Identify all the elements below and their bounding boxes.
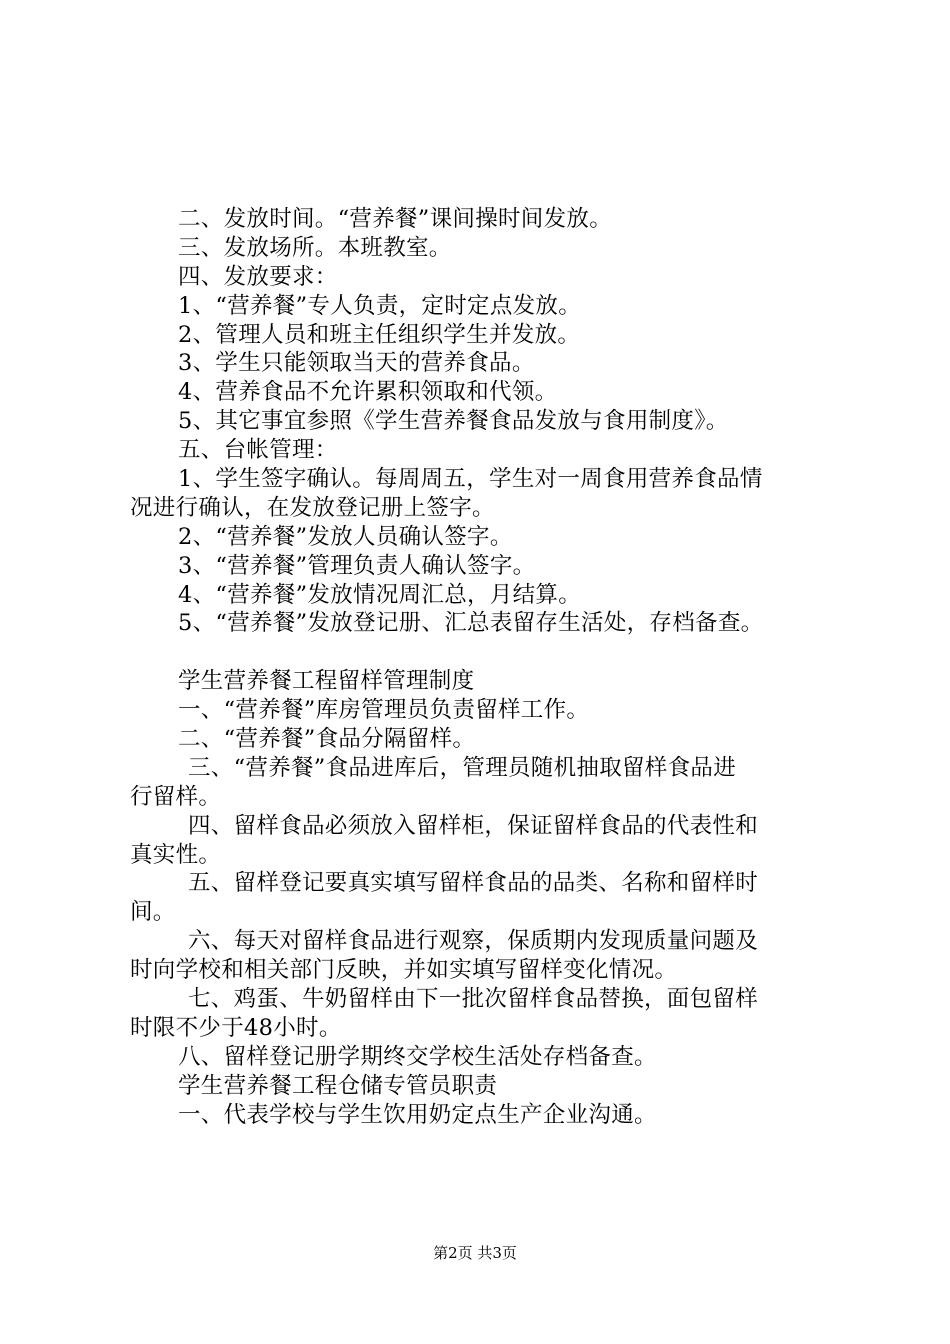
text-line: 2、管理人员和班主任组织学生并发放。	[178, 321, 581, 348]
text-line: 时向学校和相关部门反映，并如实填写留样变化情况。	[130, 957, 678, 984]
text-line: 真实性。	[130, 841, 222, 868]
text-line: 三、发放场所。本班教室。	[178, 234, 452, 261]
text-line: 2、“营养餐”发放人员确认签字。	[178, 523, 513, 550]
section-heading: 学生营养餐工程仓储专管员职责	[178, 1072, 498, 1099]
text-line: 5、其它事宜参照《学生营养餐食品发放与食用制度》。	[178, 408, 729, 435]
text-line: 间。	[130, 899, 176, 926]
text-line: 4、“营养餐”发放情况周汇总，月结算。	[178, 581, 582, 608]
paragraph-gap	[130, 638, 830, 667]
text-line: 三、“营养餐”食品进库后，管理员随机抽取留样食品进	[188, 754, 737, 781]
text-line: 四、发放要求：	[178, 263, 338, 290]
text-line: 3、学生只能领取当天的营养食品。	[178, 350, 535, 377]
text-line: 1、学生签字确认。每周周五，学生对一周食用营养食品情	[178, 466, 763, 493]
text-line: 时限不少于48小时。	[130, 1014, 342, 1041]
text-line: 3、“营养餐”管理负责人确认签字。	[178, 552, 536, 579]
text-line: 1、“营养餐”专人负责，定时定点发放。	[178, 292, 582, 319]
text-line: 八、留样登记册学期终交学校生活处存档备查。	[178, 1043, 657, 1070]
section-heading: 学生营养餐工程留样管理制度	[178, 668, 475, 695]
text-line: 四、留样食品必须放入留样柜，保证留样食品的代表性和	[188, 812, 759, 839]
text-line: 五、留样登记要真实填写留样食品的品类、名称和留样时	[188, 870, 759, 897]
text-line: 二、发放时间。“营养餐”课间操时间发放。	[178, 206, 613, 232]
text-line: 4、营养食品不允许累积领取和代领。	[178, 379, 558, 406]
page-footer: 第2页 共3页	[433, 1244, 517, 1262]
document-body	[130, 205, 830, 1130]
text-line: 五、台帐管理：	[178, 437, 338, 464]
text-line: 况进行确认，在发放登记册上签字。	[130, 494, 495, 521]
text-line: 一、代表学校与学生饮用奶定点生产企业沟通。	[178, 1101, 657, 1128]
text-line: 行留样。	[130, 783, 222, 810]
text-line: 5、“营养餐”发放登记册、汇总表留存生活处，存档备查。	[178, 610, 764, 637]
text-line: 二、“营养餐”食品分隔留样。	[178, 726, 476, 753]
text-line: 六、每天对留样食品进行观察，保质期内发现质量问题及	[188, 928, 759, 955]
text-line: 一、“营养餐”库房管理员负责留样工作。	[178, 697, 590, 724]
text-line: 七、鸡蛋、牛奶留样由下一批次留样食品替换，面包留样	[188, 986, 759, 1013]
